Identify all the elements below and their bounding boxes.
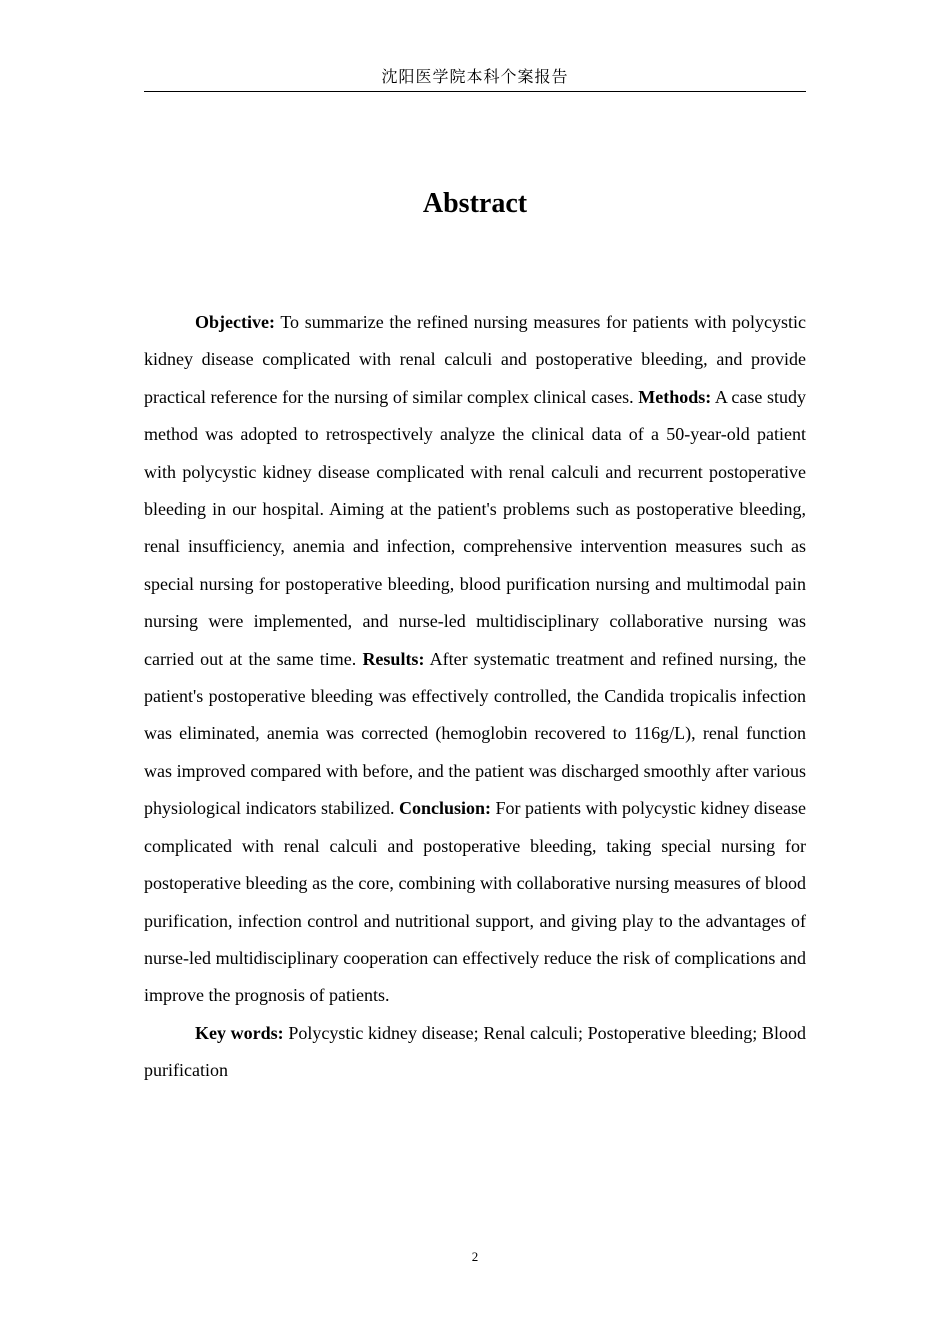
abstract-body <box>144 304 806 1090</box>
page-title: Abstract <box>422 188 528 219</box>
conclusion-label: Conclusion: <box>398 798 491 819</box>
objective-text: To summarize the refined nursing measures for patients with polycystic kidney disease complicated with renal calculi and postoperative bleeding, and provide practical reference for the nursing of similar complex clinical cases. <box>144 312 806 407</box>
conclusion-text: For patients with polycystic kidney disease complicated with renal calculi and postoperative bleeding, taking special nursing for postoperative bleeding as the core, combining with collaborative nursing measures of blood purification, infection control and nutritional support, and giving play to the advantages of nurse-led multidisciplinary cooperation can effectively reduce the risk of complications and improve the prognosis of patients. <box>144 798 806 1006</box>
running-header: 沈阳医学院本科个案报告 <box>381 67 569 86</box>
objective-label: Objective: <box>195 312 275 332</box>
abstract-paragraph <box>144 304 806 1015</box>
header-rule <box>144 91 806 92</box>
results-text: After systematic treatment and refined nursing, the patient's postoperative bleeding was effectively controlled, the Candida tropicalis infection was eliminated, anemia was corrected (hemoglobin recovered to 116g/L), renal function was improved compared with before, and the patient was discharged smoothly after various physiological indicators stabilized. <box>144 648 806 819</box>
results-label: Results: <box>362 648 425 669</box>
methods-text: A case study method was adopted to retrospectively analyze the clinical data of a 50-year-old patient with polycystic kidney disease complicated with renal calculi and recurrent postoperative bleeding in our hospital. Aiming at the patient's problems such as postoperative bleeding, renal insufficiency, anemia and infection, comprehensive intervention measures such as special nursing for postoperative bleeding, blood purification nursing and multimodal pain nursing were implemented, and nurse-led multidisciplinary collaborative nursing was carried out at the same time. <box>144 386 806 669</box>
keywords-paragraph <box>144 1015 806 1090</box>
methods-label: Methods: <box>638 386 712 407</box>
keywords-text: Polycystic kidney disease; Renal calculi; Postoperative bleeding; Blood purification <box>144 1022 806 1081</box>
keywords-label: Key words: <box>195 1022 284 1043</box>
page-number: 2 <box>471 1249 479 1264</box>
